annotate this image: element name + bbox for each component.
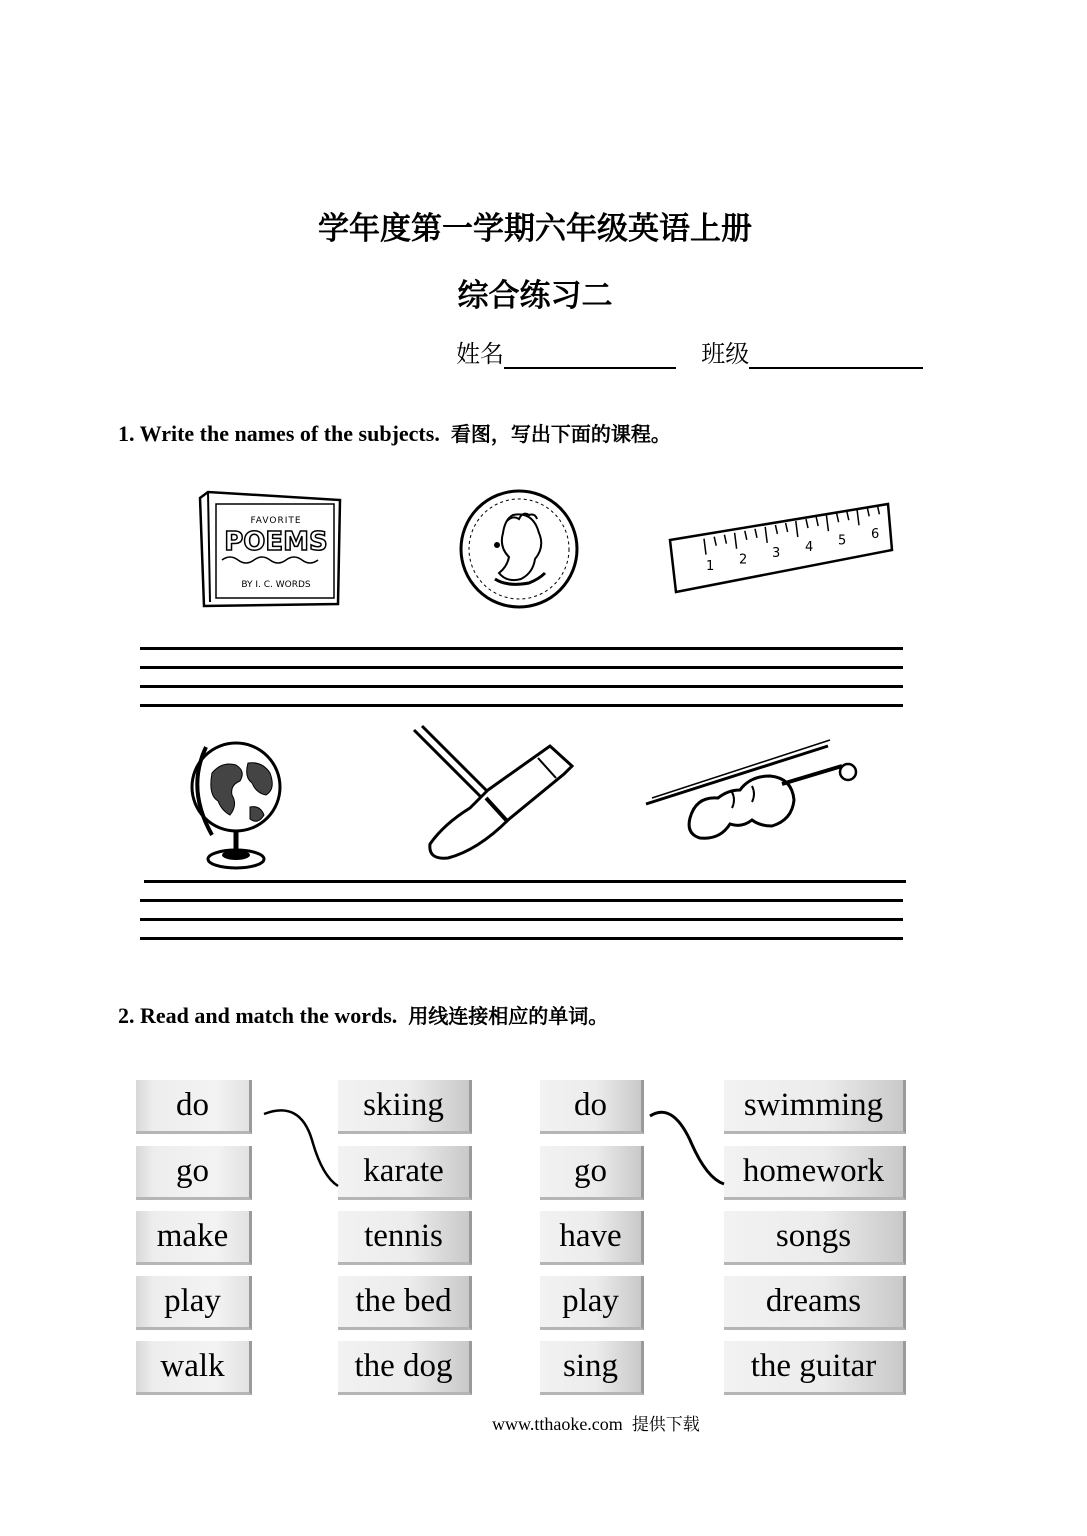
ruler-number: 3 [772,546,781,562]
ruler-number: 4 [805,539,814,555]
match-card[interactable]: have [540,1211,644,1265]
match-card[interactable]: walk [136,1341,252,1395]
match-card[interactable]: the bed [338,1276,472,1330]
match-card[interactable]: play [540,1276,644,1330]
ruler-number: 5 [838,533,847,549]
match-card[interactable]: songs [724,1211,906,1265]
book-line3: BY I. C. WORDS [241,580,311,590]
footer [492,1410,700,1435]
question-1-zh: 看图，写出下面的课程。 [450,422,671,446]
footer-suffix: 提供下载 [631,1415,700,1435]
class-label: 班级 [701,340,750,368]
match-card[interactable]: make [136,1211,252,1265]
ruler-number: 6 [871,527,880,542]
example-connector-left [264,1110,338,1186]
match-card[interactable]: do [136,1080,252,1134]
ruler-number: 2 [739,552,748,568]
match-card[interactable]: go [136,1146,252,1200]
book-line2: POEMS [224,527,328,557]
match-card[interactable]: swimming [724,1080,906,1134]
page-subtitle: 综合练习二 [457,278,613,314]
match-card[interactable]: play [136,1276,252,1330]
footer-url[interactable]: www.tthaoke.com [492,1414,623,1434]
name-label: 姓名 [456,340,504,368]
match-card[interactable]: go [540,1146,644,1200]
match-card[interactable]: the guitar [724,1341,906,1395]
match-card[interactable]: tennis [338,1211,472,1265]
ruler-number: 1 [706,559,715,574]
page-title: 学年度第一学期六年级英语上册 [318,211,752,247]
book-line1: FAVORITE [250,516,302,526]
match-card[interactable]: sing [540,1341,644,1395]
match-card[interactable]: the dog [338,1341,472,1395]
question-1-en: 1. Write the names of the subjects. [118,421,440,446]
match-card[interactable]: karate [338,1146,472,1200]
match-card[interactable]: skiing [338,1080,472,1134]
question-2-en: 2. Read and match the words. [118,1003,398,1028]
match-card[interactable]: dreams [724,1276,906,1330]
match-card[interactable]: do [540,1080,644,1134]
question-2-zh: 用线连接相应的单词。 [408,1004,609,1028]
example-connector-right [650,1112,724,1184]
match-card[interactable]: homework [724,1146,906,1200]
